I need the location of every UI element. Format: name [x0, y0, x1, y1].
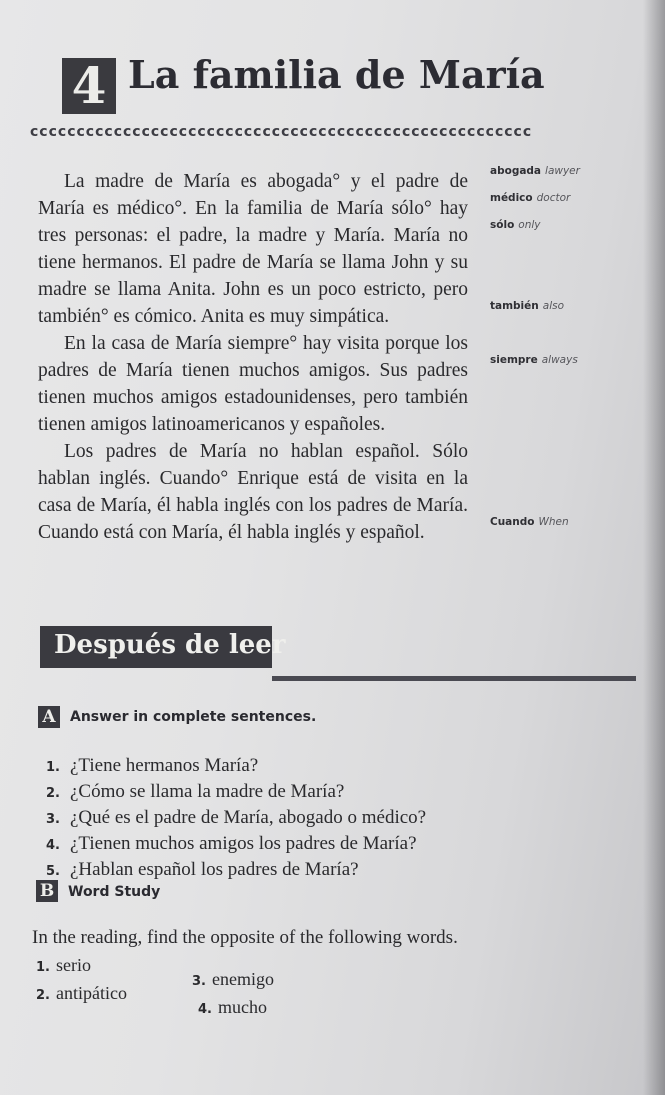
word-item	[36, 952, 91, 981]
question-number: 4.	[46, 838, 60, 853]
question-text: ¿Qué es el padre de María, abogado o médico?	[70, 807, 427, 828]
glossary-term: sólo	[490, 219, 515, 231]
glossary-translation: When	[538, 516, 569, 528]
chapter-number-badge: 4	[62, 58, 116, 114]
glossary-entry	[490, 516, 650, 528]
question-number: 3.	[46, 812, 60, 827]
glossary-translation: lawyer	[545, 165, 580, 177]
question-text: ¿Cómo se llama la madre de María?	[70, 781, 345, 802]
glossary-translation: only	[518, 219, 541, 231]
glossary-translation: doctor	[536, 192, 571, 204]
word-number: 2.	[36, 988, 50, 1003]
word-item	[36, 980, 127, 1009]
question-number: 5.	[46, 864, 60, 879]
glossary-term: médico	[490, 192, 533, 204]
reading-paragraph: La madre de María es abogada° y el padre de María es médico°. En la familia de María sólo° hay tres personas: el padre, la madre y María. María no tiene hermanos. El padre de María se llama John y su madre se llama Anita. John es un poco estricto, pero también° es cómico. Anita es muy simpática.	[38, 171, 468, 327]
word-text: serio	[55, 955, 91, 975]
question-item	[46, 832, 566, 858]
glossary-entry	[490, 192, 650, 204]
glossary-translation: also	[542, 300, 565, 312]
glossary-translation: always	[541, 354, 578, 366]
glossary-term: Cuando	[490, 516, 535, 528]
glossary-entry	[490, 219, 650, 231]
exercise-a-label: A	[38, 706, 60, 728]
word-number: 3.	[192, 974, 206, 989]
question-item	[46, 806, 566, 832]
reading-text	[38, 168, 468, 546]
glossary-term: abogada	[490, 165, 542, 177]
word-text: mucho	[217, 997, 267, 1017]
reading-paragraph: En la casa de María siempre° hay visita porque los padres de María tienen muchos amigos. Sus padres tienen muchos amigos estadounidenses, pero también tienen amigos latinoamericanos y españoles.	[38, 333, 468, 435]
question-number: 2.	[46, 786, 60, 801]
glossary-term: siempre	[490, 354, 538, 366]
reading-paragraph: Los padres de María no hablan español. Sólo hablan inglés. Cuando° Enrique está de visita en la casa de María, él habla inglés con los padres de María. Cuando está con María, él habla inglés y español.	[38, 441, 468, 543]
question-text: ¿Tiene hermanos María?	[70, 755, 259, 776]
question-item	[46, 754, 566, 780]
word-number: 1.	[36, 960, 50, 975]
question-item	[46, 858, 566, 884]
chapter-title: La familia de María	[128, 52, 545, 97]
word-text: enemigo	[211, 969, 274, 989]
section-heading: Después de leer	[54, 630, 286, 660]
decorative-border: cccccccccccccccccccccccccccccccccccccccccccccccccccccc	[30, 124, 533, 140]
question-number: 1.	[46, 760, 60, 775]
word-item	[198, 994, 267, 1023]
exercise-b-title: Word Study	[68, 884, 161, 900]
glossary-entry	[490, 354, 650, 366]
exercise-b-instructions: In the reading, find the opposite of the following words.	[32, 927, 458, 948]
word-number: 4.	[198, 1002, 212, 1017]
word-item	[192, 966, 274, 995]
glossary-term: también	[490, 300, 539, 312]
glossary-entry	[490, 300, 650, 312]
question-text: ¿Tienen muchos amigos los padres de María?	[70, 833, 417, 854]
section-rule	[272, 676, 636, 681]
exercise-a-title: Answer in complete sentences.	[70, 709, 317, 725]
question-item	[46, 780, 566, 806]
question-text: ¿Hablan español los padres de María?	[70, 859, 359, 880]
glossary-entry	[490, 165, 650, 177]
word-text: antipático	[55, 983, 127, 1003]
exercise-b-label: B	[36, 880, 58, 902]
exercise-a-questions	[46, 754, 566, 884]
